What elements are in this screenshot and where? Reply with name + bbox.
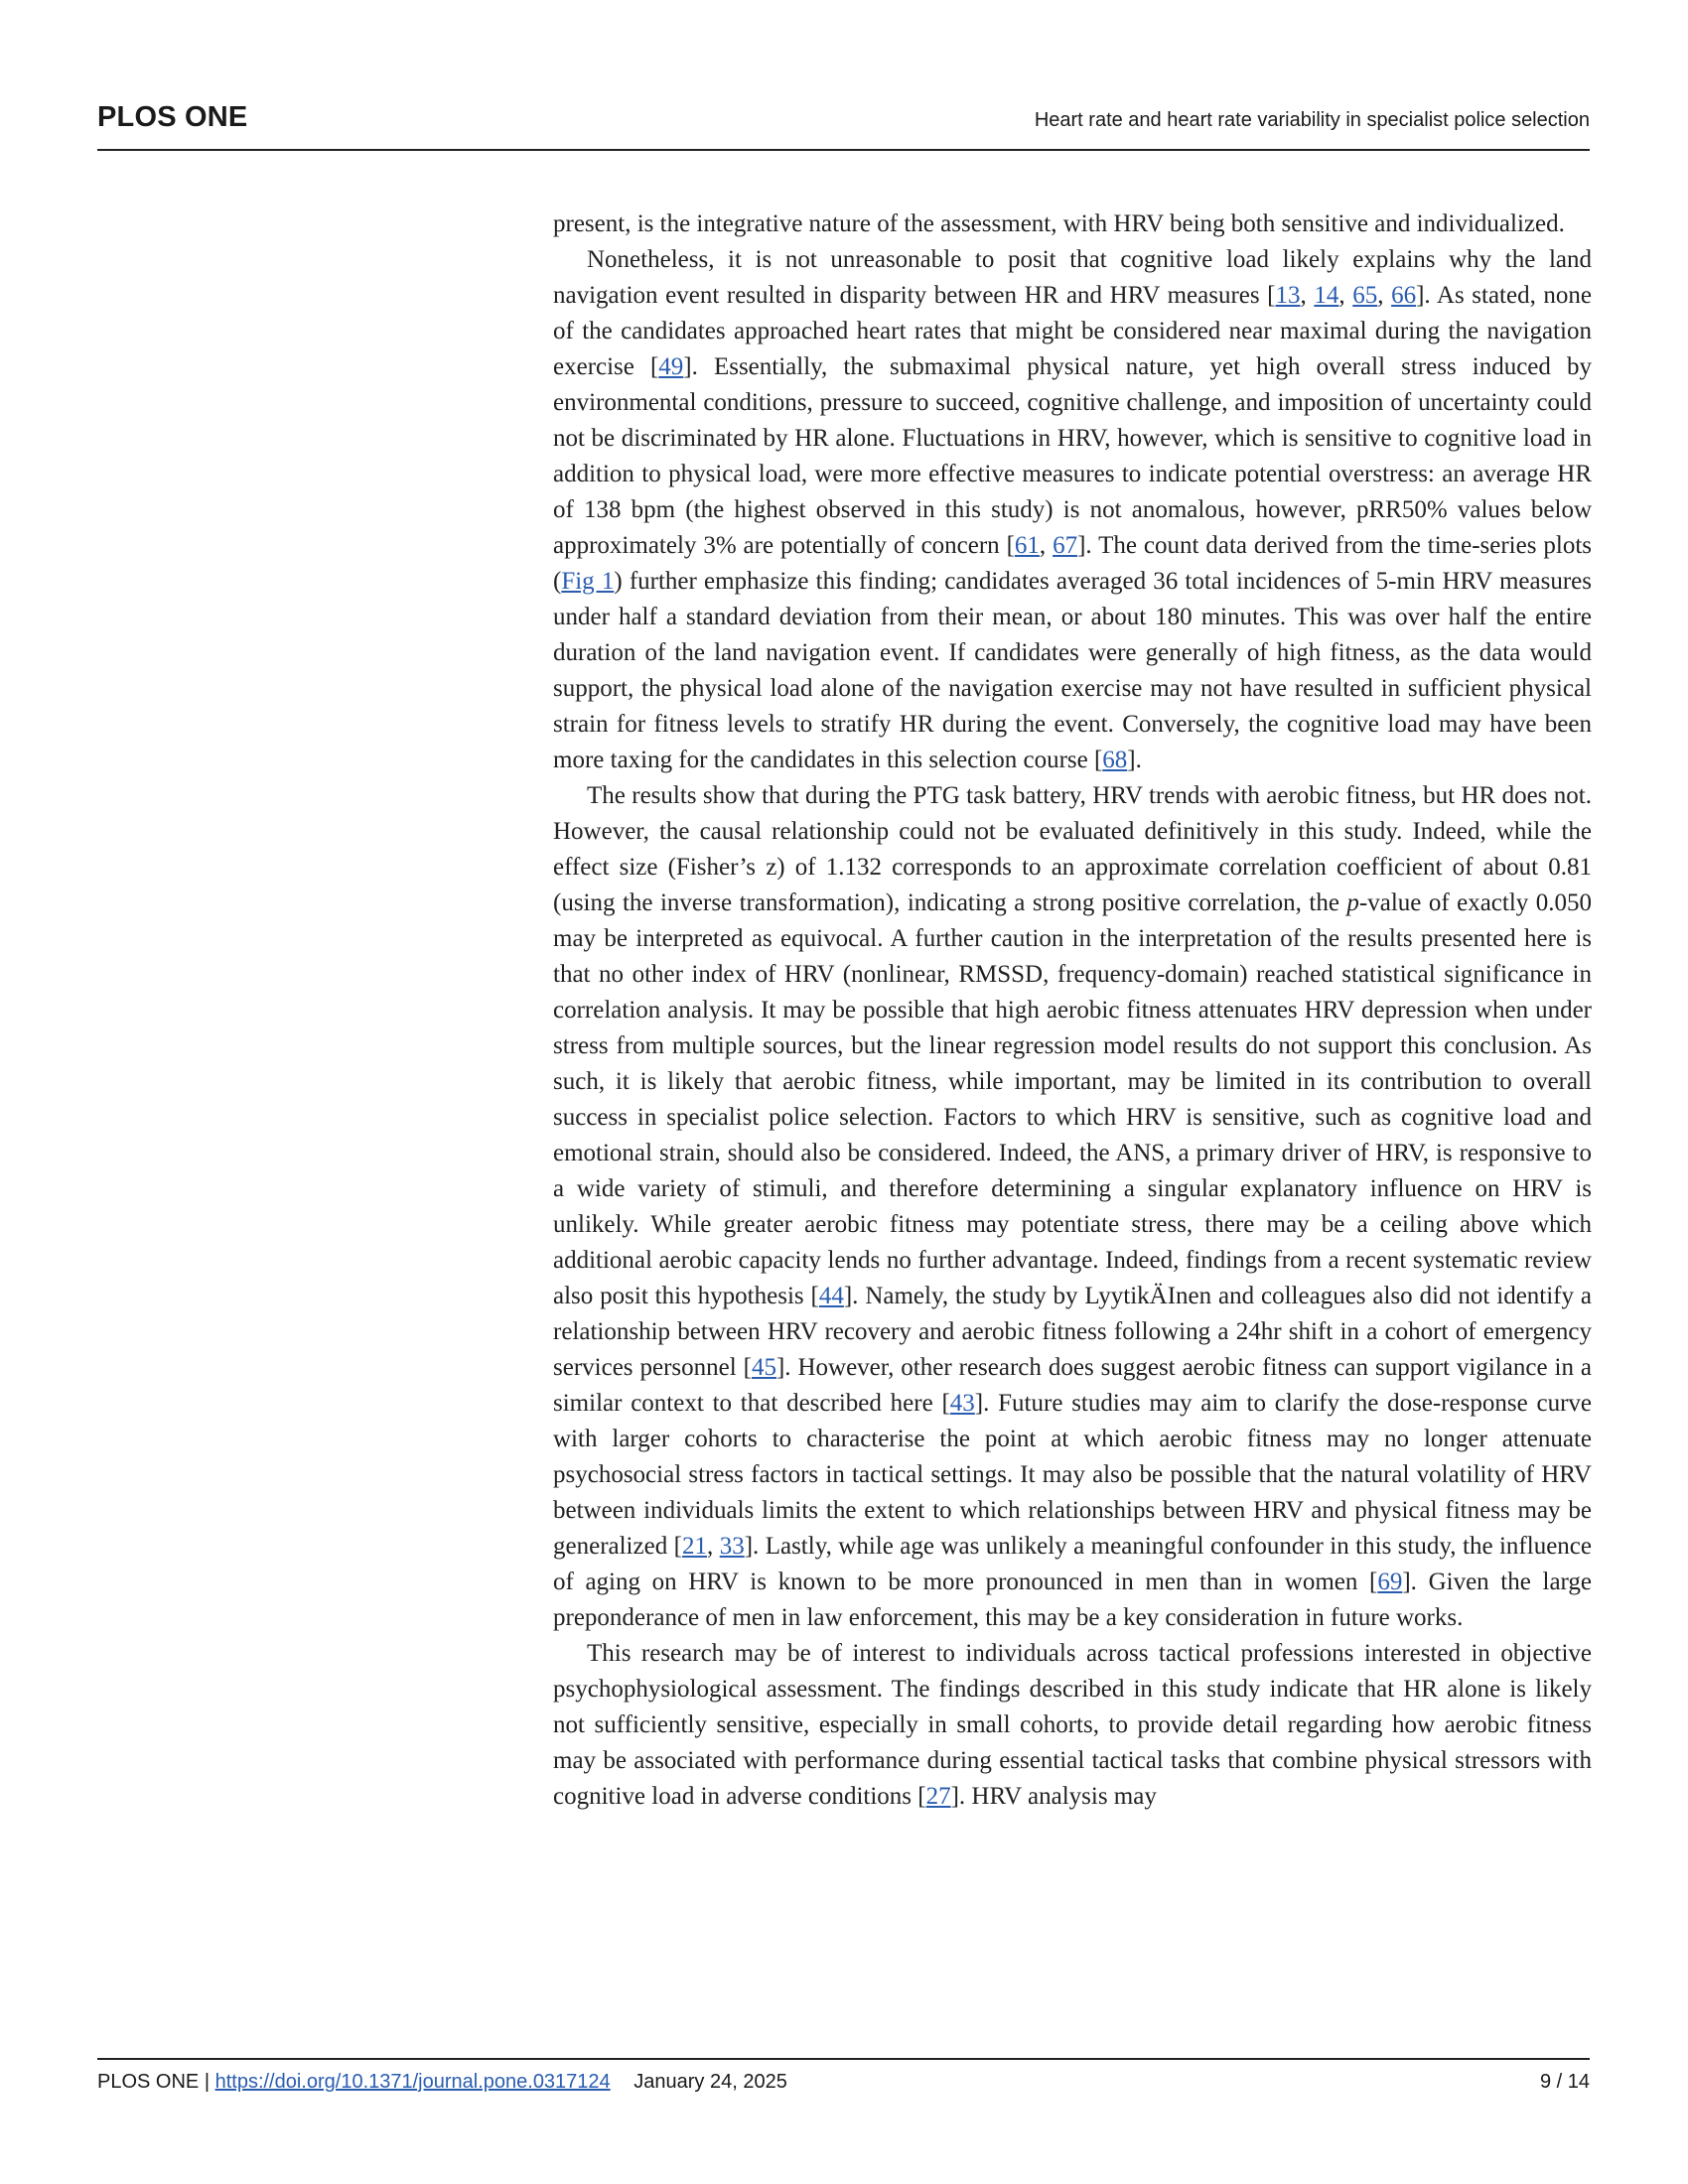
citation-link[interactable]: 61 (1014, 532, 1040, 559)
citation-link[interactable]: 66 (1391, 282, 1417, 309)
text-run: ]. As stated, none of the candidates approached heart rates that might be considered near maximal during the navigation exercise [ (553, 282, 1593, 380)
citation-link[interactable]: 67 (1053, 532, 1078, 559)
text-run: -value of exactly 0.050 may be interpreted as equivocal. A further caution in the interpretation of the results presented here is that no other index of HRV (nonlinear, RMSSD, frequency-domain) reached statistical significance in correlation analysis. It may be possible that high aerobic fitness attenuates HRV depression when under stress from multiple sources, but the linear regression model results do not support this conclusion. As such, it is likely that aerobic fitness, while important, may be limited in its contribution to overall success in specialist police selection. Factors to which HRV is sensitive, such as cognitive load and emotional strain, should also be considered. Indeed, the ANS, a primary driver of HRV, is responsive to a wide variety of stimuli, and therefore determining a singular explanatory influence on HRV is unlikely. While greater aerobic fitness may potentiate stress, there may be a ceiling above which additional aerobic capacity lends no further advantage. Indeed, findings from a recent systematic review also posit this hypothesis [ (553, 889, 1593, 1309)
text-run: , (706, 1533, 720, 1560)
citation-link[interactable]: 65 (1352, 282, 1378, 309)
citation-link[interactable]: 27 (925, 1783, 951, 1810)
citation-link[interactable]: 21 (681, 1533, 707, 1560)
footer-journal: PLOS ONE | (97, 2071, 211, 2093)
text-run: ]. Lastly, while age was unlikely a meaningful confounder in this study, the influence of aging on HRV is known to be more pronounced in men than in women [ (553, 1533, 1592, 1595)
citation-link[interactable]: 45 (751, 1354, 776, 1381)
citation-link[interactable]: 49 (658, 353, 684, 380)
text-run: ]. Future studies may aim to clarify the dose-response curve with larger cohorts to characterise the point at which aerobic fitness may no longer attenuate psychosocial stress factors in tactical settings. It may also be possible that the natural volatility of HRV between individuals limits the extent to which relationships between HRV and physical fitness may be generalized [ (553, 1390, 1592, 1560)
journal-name: PLOS ONE (97, 101, 248, 133)
citation-link[interactable]: 14 (1314, 282, 1339, 309)
text-run: , (1338, 282, 1353, 309)
paragraph (553, 1636, 1592, 1815)
citation-link[interactable]: 68 (1102, 747, 1128, 773)
text-run: Nonetheless, it is not unreasonable to posit that cognitive load likely explains why the land navigation event resulted in disparity between HR and HRV measures [ (553, 246, 1592, 309)
footer-divider (97, 2058, 1590, 2060)
text-run: ]. (1127, 747, 1142, 773)
text-run: ]. Essentially, the submaximal physical nature, yet high overall stress induced by environmental conditions, pressure to succeed, cognitive challenge, and imposition of uncertainty could not be discriminated by HR alone. Fluctuations in HRV, however, which is sensitive to cognitive load in addition to physical load, were more effective measures to indicate potential overstress: an average HR of 138 bpm (the highest observed in this study) is not anomalous, however, pRR50% values below approximately 3% are potentially of concern [ (553, 353, 1592, 559)
paragraph (553, 242, 1592, 778)
citation-link[interactable]: Fig 1 (561, 568, 615, 595)
text-run: ]. However, other research does suggest aerobic fitness can support vigilance in a similar context to that described here [ (553, 1354, 1592, 1417)
paragraph (553, 778, 1592, 1636)
text-run: ]. The count data derived from the time-series plots ( (553, 532, 1592, 595)
article-body (553, 206, 1592, 1815)
text-run: ]. HRV analysis may (950, 1783, 1157, 1810)
citation-link[interactable]: 13 (1275, 282, 1301, 309)
text-run: ]. Given the large preponderance of men in law enforcement, this may be a key consideration in future works. (553, 1569, 1593, 1631)
header-divider (97, 149, 1590, 151)
citation-link[interactable]: 43 (949, 1390, 975, 1417)
doi-link[interactable]: https://doi.org/10.1371/journal.pone.0317124 (214, 2071, 611, 2093)
text-run: The results show that during the PTG task battery, HRV trends with aerobic fitness, but HR does not. However, the causal relationship could not be evaluated definitively in this study. Indeed, while the effect size (Fisher’s z) of 1.132 corresponds to an approximate correlation coefficient of about 0.81 (using the inverse transformation), indicating a strong positive correlation, the (553, 782, 1592, 916)
text-run: , (1039, 532, 1054, 559)
running-title: Heart rate and heart rate variability in specialist police selection (1034, 109, 1590, 131)
text-run: , (1300, 282, 1315, 309)
text-run: , (1377, 282, 1392, 309)
citation-link[interactable]: 69 (1377, 1569, 1403, 1595)
paragraph (553, 206, 1592, 242)
page-number: 9 / 14 (1539, 2071, 1590, 2093)
text-run: present, is the integrative nature of the assessment, with HRV being both sensitive and individualized. (553, 210, 1565, 237)
citation-link[interactable]: 44 (818, 1283, 844, 1309)
text-run: ) further emphasize this finding; candidates averaged 36 total incidences of 5-min HRV measures under half a standard deviation from their mean, or about 180 minutes. This was over half the entire duration of the land navigation event. If candidates were generally of high fitness, as the data would support, the physical load alone of the navigation exercise may not have resulted in sufficient physical strain for fitness levels to stratify HR during the event. Conversely, the cognitive load may have been more taxing for the candidates in this selection course [ (553, 568, 1592, 773)
publication-date: January 24, 2025 (633, 2071, 787, 2093)
citation-link[interactable]: 33 (719, 1533, 745, 1560)
text-run: ]. Namely, the study by LyytikÄInen and colleagues also did not identify a relationship between HRV recovery and aerobic fitness following a 24hr shift in a cohort of emergency services personnel [ (553, 1283, 1592, 1381)
italic-text: p (1346, 889, 1359, 916)
page-footer (97, 2071, 1590, 2094)
text-run: This research may be of interest to individuals across tactical professions interested in objective psychophysiological assessment. The findings described in this study indicate that HR alone is likely not sufficiently sensitive, especially in small cohorts, to provide detail regarding how aerobic fitness may be associated with performance during essential tactical tasks that combine physical stressors with cognitive load in adverse conditions [ (553, 1640, 1592, 1810)
